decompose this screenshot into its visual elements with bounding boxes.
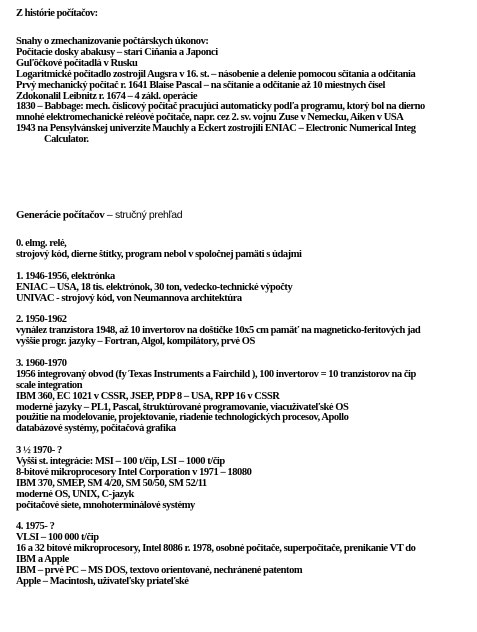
generation-line: moderné OS, UNIX, C-jazyk <box>16 489 134 500</box>
generation-line: 1. 1946-1956, elektrónka <box>16 271 115 282</box>
generation-line: 2. 1950-1962 <box>16 315 67 326</box>
generation-line: 8-bitové mikroprocesory Intel Corporation v 1971 – 18080 <box>16 467 252 478</box>
generation-line: 16 a 32 bitové mikroprocesory, Intel 8086 r. 1978, osobné počítače, superpočítače, prenikanie VT do <box>16 544 416 555</box>
history-line: mnohé elektromechanické reléové počítače, napr. cez 2. sv. vojnu Zuse v Nemecku, Aiken v USA <box>16 113 404 124</box>
history-line: Logaritmické počítadlo zostrojil Augsra v 16. st. – násobenie a delenie pomocou sčítania a odčítania <box>16 69 416 80</box>
history-line: Zdokonalil Leibnitz r. 1674 – 4 zákl. operácie <box>16 91 198 102</box>
generation-line: ENIAC – USA, 18 tis. elektrónok, 30 ton, vedecko-technické výpočty <box>16 282 293 293</box>
generation-block <box>16 522 477 587</box>
history-line: 1943 na Pensylvánskej univerzite Mauchly a Eckert zostrojili ENIAC – Electronic Numerical Integ <box>16 124 416 135</box>
generation-line: IBM – prvé PC – MS DOS, textovo orientované, nechránené patentom <box>16 566 303 577</box>
generation-line: UNIVAC - strojový kód, von Neumannova architektúra <box>16 293 242 304</box>
generation-line: vyššie progr. jazyky – Fortran, Algol, kompilátory, prvé OS <box>16 337 255 348</box>
generation-line: 1956 integrovaný obvod (fy Texas Instruments a Fairchild ), 100 invertorov = 10 tranzistorov na čip <box>16 369 416 380</box>
generation-line: IBM 360, EC 1021 v ČSSR, JSEP, PDP 8 – USA, RPP 16 v ČSSR <box>16 391 280 402</box>
history-line: Prvý mechanický počítač r. 1641 Blaise Pascal – na sčítanie a odčítanie až 10 miestnych čísel <box>16 80 385 91</box>
generations-title-rest: – stručný prehľad <box>104 209 183 221</box>
history-line: 1830 – Babbage: mech. číslicový počítač pracujúci automaticky podľa programu, ktorý bol na dierno <box>16 102 425 113</box>
generation-line: IBM a Apple <box>16 555 69 566</box>
generation-line: databázové systémy, počítačová grafika <box>16 424 176 435</box>
history-line: Guľôčkové počítadlá v Rusku <box>16 58 138 69</box>
generation-block <box>16 315 477 348</box>
generation-line: 4. 1975- ? <box>16 522 55 533</box>
history-line: Počítacie dosky abakusy – starí Číňania a Japonci <box>16 47 218 58</box>
generation-line: použitie na modelovanie, projektovanie, riadenie technologických procesov, Apollo <box>16 413 349 424</box>
generation-line: Apple – Macintosh, užívateľsky priateľské <box>16 577 189 588</box>
generations-title <box>16 209 182 221</box>
generation-block <box>16 239 477 261</box>
generation-line: VLSI – 100 000 t/čip <box>16 533 99 544</box>
generation-line: 3 ½ 1970- ? <box>16 446 62 457</box>
generation-line: IBM 370, SMEP, SM 4/20, SM 50/50, SM 52/11 <box>16 478 207 489</box>
generations-section <box>16 239 477 588</box>
generation-line: scale integration <box>16 380 83 391</box>
generations-title-bold: Generácie počítačov <box>16 209 105 221</box>
generation-line: moderné jazyky – PL1, Pascal, štruktúrované programovanie, viacužívateľské OS <box>16 402 349 413</box>
generation-line: strojový kód, dierne štítky, program nebol v spoločnej pamäti s údajmi <box>16 249 302 260</box>
history-heading: Z histórie počítačov: <box>16 8 98 19</box>
history-line: Calculator. <box>44 135 89 146</box>
generation-line: 3. 1960-1970 <box>16 358 67 369</box>
generation-block <box>16 272 477 305</box>
generation-line: 0. elmg. relé, <box>16 239 67 249</box>
generation-line: vynález tranzistora 1948, až 10 invertorov na doštičke 10x5 cm pamäť na magneticko-feritových jad <box>16 326 421 337</box>
generation-block <box>16 446 477 511</box>
generation-line: Vyšší st. integrácie: MSI – 100 t/čip, LSI – 1000 t/čip <box>16 457 225 468</box>
history-section <box>16 37 477 146</box>
generation-line: počítačové siete, mnohoterminálové systémy <box>16 500 195 511</box>
generation-block <box>16 359 477 435</box>
history-line: Snahy o zmechanizovanie počtárskych úkonov: <box>16 37 209 47</box>
